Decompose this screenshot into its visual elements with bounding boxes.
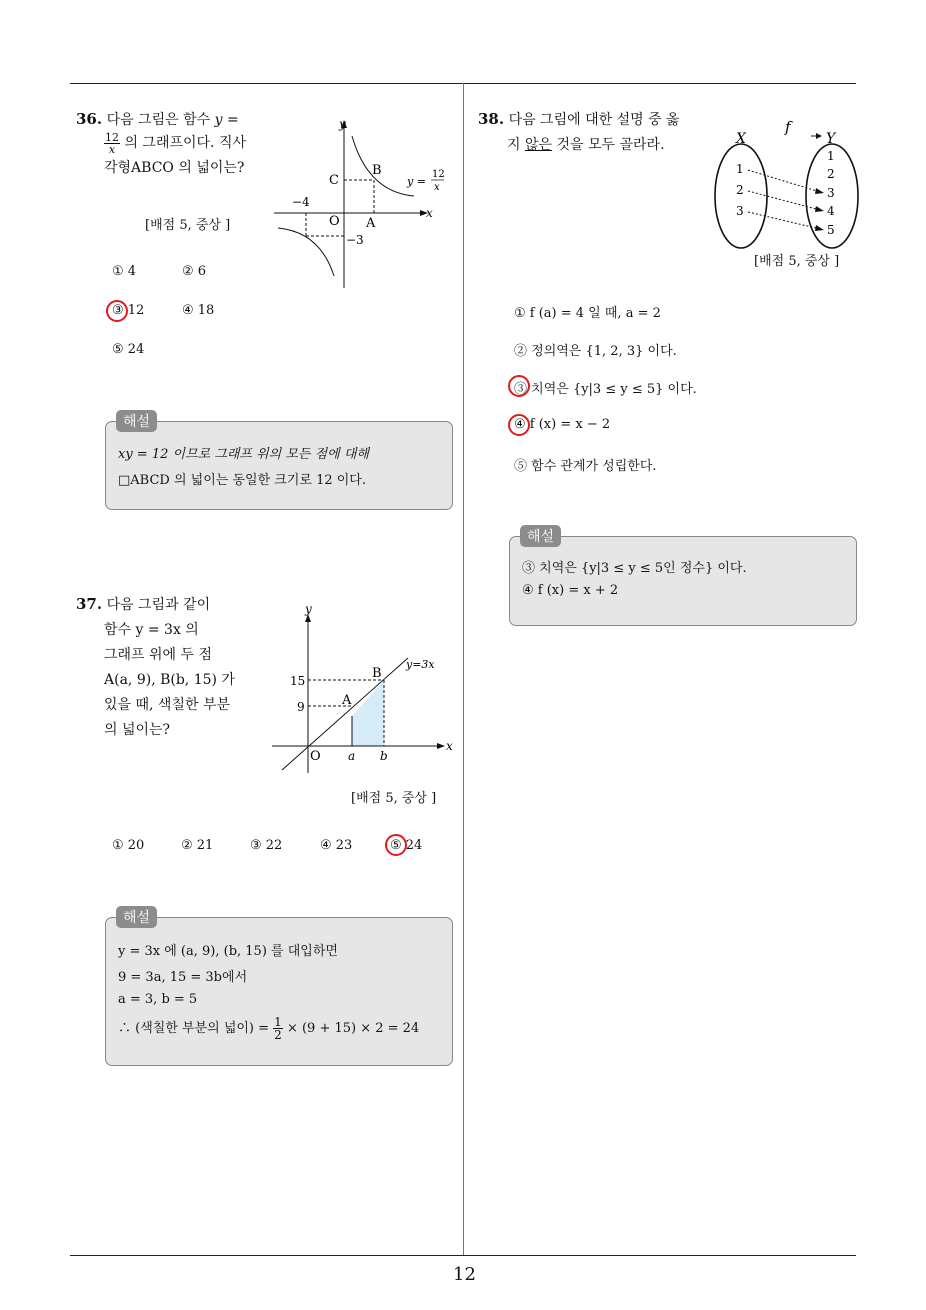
q37-solution-tab: 해설 [116,906,157,928]
q36-curve-den: x [434,182,440,193]
q36-solution-box [105,414,453,510]
q37-label-B: B [372,666,382,681]
q37-line-4: A(a, 9), B(b, 15) 가 [104,672,235,688]
q37-axis-x: x [446,739,453,753]
q36-option-5[interactable]: ⑤ 24 [112,342,145,357]
q36-label-neg3: −3 [346,233,364,247]
q36-axis-y: y [339,117,346,131]
q36-curve-label: y = [407,175,426,188]
q37-line-2: 함수 y = 3x 의 [104,622,199,638]
q37-label-a: a [348,749,356,763]
q37-option-2[interactable]: ② 21 [181,838,214,853]
q38-solution-line-1: ③ 치역은 {y|3 ≤ y ≤ 5인 정수} 이다. [522,561,747,576]
q36-label-C: C [329,173,339,188]
q37-axis-y: y [305,602,312,616]
q38-underlined-word: 않은 [524,137,553,153]
q36-label-B: B [372,163,382,178]
q36-number: 36. [76,110,103,128]
q37-line-label: y=3x [406,658,435,671]
page-number: 12 [453,1264,476,1285]
q37-solution-line-4a: ∴ (색칠한 부분의 넓이) = [118,1021,274,1036]
q38-option-4[interactable]: ④ f (x) = x − 2 [514,417,611,432]
q37-option-1[interactable]: ① 20 [112,838,145,853]
q37-option-4[interactable]: ④ 23 [320,838,353,853]
q37-solution-line-1: y = 3x 에 (a, 9), (b, 15) 를 대입하면 [118,944,338,959]
q36-question [76,107,254,133]
q36-score: [배점 5, 중상 ] [145,218,231,233]
column-divider [463,83,464,1256]
q38-score: [배점 5, 중상 ] [754,254,840,269]
q38-y-4: 4 [827,204,835,218]
q38-number: 38. [478,110,505,128]
q36-label-neg4: −4 [292,195,310,209]
q37-solution-line-2: 9 = 3a, 15 = 3b에서 [118,970,248,985]
q36-option-1[interactable]: ① 4 [112,264,137,279]
q37-line-3: 그래프 위에 두 점 [104,647,213,663]
q37-solution-line-3: a = 3, b = 5 [118,992,198,1007]
q38-option-1[interactable]: ① f (a) = 4 일 때, a = 2 [514,306,661,321]
q36-solution-line-1: xy = 12 이므로 그래프 위의 모든 점에 대해 [118,447,369,462]
q37-number: 37. [76,595,103,613]
q37-option-5[interactable]: ⑤ 24 [390,838,423,853]
q37-score: [배점 5, 중상 ] [351,791,437,806]
q36-answer-mark [106,300,128,322]
q38-X-label: X [736,131,746,147]
q38-x-2: 2 [736,183,744,197]
q38-answer-mark-4 [508,414,530,436]
q37-label-O: O [310,749,321,764]
q38-question [478,107,698,158]
q37-solution-line-4b: × (9 + 15) × 2 = 24 [286,1021,420,1036]
q38-y-2: 2 [827,167,835,181]
q37-option-3[interactable]: ③ 22 [250,838,283,853]
q37-line-5: 있을 때, 색칠한 부분 [104,697,230,713]
q36-solution-tab: 해설 [116,410,157,432]
q36-graph [268,112,448,292]
q36-text-a: 다음 그림은 함수 [106,112,215,128]
q37-question [76,592,246,743]
q36-option-2[interactable]: ② 6 [182,264,207,279]
q38-f-label: f [785,118,791,136]
q37-solution-box [105,910,453,1066]
q38-y-1: 1 [827,149,835,163]
q36-option-3[interactable]: ③ 12 [112,303,145,318]
q38-y-5: 5 [827,223,835,237]
q38-answer-mark-3 [508,375,530,397]
q38-solution-tab: 해설 [520,525,561,547]
q37-graph [268,598,458,778]
q37-label-b: b [380,749,388,763]
q36-text-b: 의 그래프이다. 직사각형ABCO 의 넓이는? [104,135,246,176]
q37-solution-line-4 [118,1016,419,1041]
q37-solution-fraction: $\frac{1}{2}$ [274,1015,282,1042]
q36-option-4[interactable]: ④ 18 [182,303,215,318]
q37-tick-9: 9 [297,700,305,714]
q38-Y-label: Y [826,131,836,147]
q36-curve-num: 12 [432,169,445,180]
q38-x-1: 1 [736,162,744,176]
q38-option-5[interactable]: ⑤ 함수 관계가 성립한다. [514,459,657,474]
q38-mapping-diagram [708,112,868,252]
q37-answer-mark [385,834,407,856]
bottom-rule [70,1255,856,1256]
q36-label-O: O [329,214,340,229]
q38-line-2: 지 않은 것을 모두 골라라. [507,137,665,153]
q37-line-1: 다음 그림과 같이 [106,597,211,613]
q36-solution-line-2: □ABCD 의 넓이는 동일한 크기로 12 이다. [118,473,366,488]
q38-line-1: 다음 그림에 대한 설명 중 옳 [508,112,680,128]
q37-tick-15: 15 [290,674,306,688]
q37-line-6: 의 넓이는? [104,722,171,738]
q38-solution-line-2: ④ f (x) = x + 2 [522,583,619,598]
q36-fraction: $\frac{12}{x}$ [105,130,119,156]
q36-eq: y = [214,112,239,128]
q38-solution-box [509,529,857,626]
q36-label-A: A [366,216,376,231]
q38-option-2[interactable]: ② 정의역은 {1, 2, 3} 이다. [514,344,677,359]
q36-question-cont [104,131,254,181]
q38-x-3: 3 [736,204,744,218]
q38-y-3: 3 [827,186,835,200]
q36-axis-x: x [426,206,433,220]
q37-label-A: A [342,693,352,708]
q38-option-3[interactable]: ③ 치역은 {y|3 ≤ y ≤ 5} 이다. [514,382,697,397]
